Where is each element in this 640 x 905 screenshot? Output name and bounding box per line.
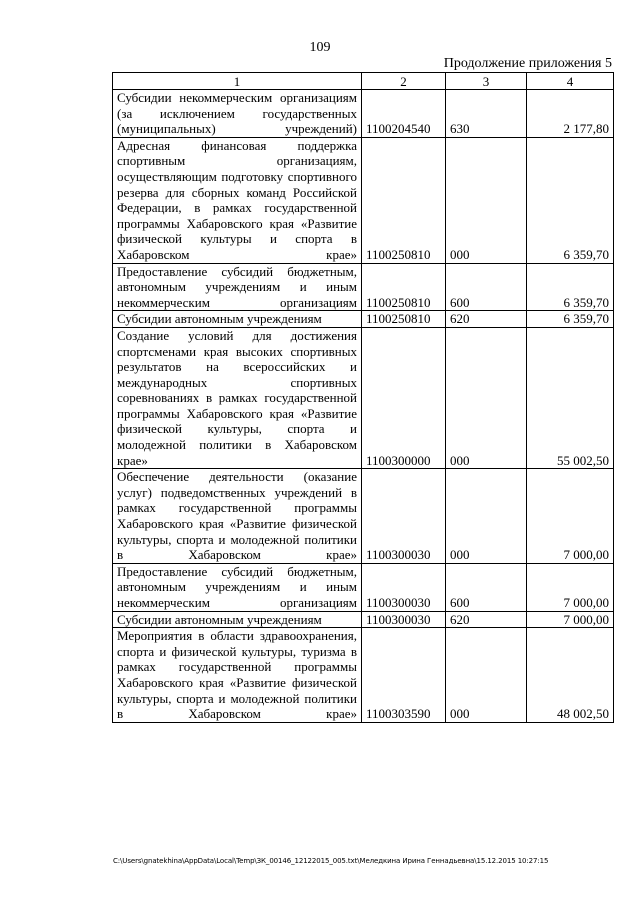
continuation-label: Продолжение приложения 5: [443, 56, 612, 71]
row-code: 1100250810: [362, 311, 446, 328]
row-sum: 6 359,70: [527, 137, 614, 263]
table-row: [113, 469, 614, 564]
table-row: [113, 90, 614, 138]
row-name: Мероприятия в области здравоохранения, спорта и физической культуры, туризма в рамках государственной программы Хабаровского края «Развитие физической культуры, спорта и молодежной политики в Хабаровском крае»: [113, 628, 362, 723]
table-row: [113, 137, 614, 263]
row-name: Предоставление субсидий бюджетным, автономным учреждениям и иным некоммерческим организациям: [113, 563, 362, 611]
table-row: [113, 628, 614, 723]
budget-table: [112, 72, 614, 723]
row-type: 000: [446, 628, 527, 723]
row-sum: 7 000,00: [527, 469, 614, 564]
table-row: [113, 611, 614, 628]
row-type: 000: [446, 469, 527, 564]
row-name: Адресная финансовая поддержка спортивным организациям, осуществляющим подготовку спортивного резерва для сборных команд Российской Федерации, в рамках государственной программы Хабаровского края «Развитие физической культуры и спорта в Хабаровском крае»: [113, 137, 362, 263]
header-col-3: 3: [446, 73, 527, 90]
row-type: 620: [446, 611, 527, 628]
row-code: 1100204540: [362, 90, 446, 138]
row-sum: 7 000,00: [527, 611, 614, 628]
row-sum: 6 359,70: [527, 311, 614, 328]
row-name: Субсидии автономным учреждениям: [113, 311, 362, 328]
row-sum: 6 359,70: [527, 263, 614, 311]
page-number: 109: [309, 40, 331, 55]
row-code: 1100300000: [362, 327, 446, 468]
footer-file-path: C:\Users\gnatekhina\AppData\Local\Temp\ЗК_00146_12122015_005.txt\Меледкина Ирина Геннадьевна\15.12.2015 10:27:15: [113, 857, 549, 865]
row-sum: 2 177,80: [527, 90, 614, 138]
row-sum: 55 002,50: [527, 327, 614, 468]
row-type: 600: [446, 263, 527, 311]
header-col-1: 1: [113, 73, 362, 90]
row-name: Субсидии автономным учреждениям: [113, 611, 362, 628]
row-type: 630: [446, 90, 527, 138]
row-code: 1100303590: [362, 628, 446, 723]
row-sum: 48 002,50: [527, 628, 614, 723]
row-type: 000: [446, 327, 527, 468]
row-name: Обеспечение деятельности (оказание услуг) подведомственных учреждений в рамках государственной программы Хабаровского края «Развитие физической культуры, спорта и молодежной политики в Хабаровском крае»: [113, 469, 362, 564]
row-code: 1100250810: [362, 263, 446, 311]
header-row: [113, 73, 614, 90]
row-code: 1100300030: [362, 469, 446, 564]
table-row: [113, 327, 614, 468]
table-row: [113, 263, 614, 311]
row-name: Субсидии некоммерческим организациям (за исключением государственных (муниципальных) учреждений): [113, 90, 362, 138]
row-sum: 7 000,00: [527, 563, 614, 611]
row-name: Предоставление субсидий бюджетным, автономным учреждениям и иным некоммерческим организациям: [113, 263, 362, 311]
table-row: [113, 311, 614, 328]
row-type: 620: [446, 311, 527, 328]
header-col-2: 2: [362, 73, 446, 90]
row-code: 1100300030: [362, 611, 446, 628]
header-col-4: 4: [527, 73, 614, 90]
row-name: Создание условий для достижения спортсменами края высоких спортивных результатов на всероссийских и международных спортивных соревнованиях в рамках государственной программы Хабаровского края «Развитие физической культуры, спорта и молодежной политики в Хабаровском крае»: [113, 327, 362, 468]
row-code: 1100300030: [362, 563, 446, 611]
row-code: 1100250810: [362, 137, 446, 263]
row-type: 600: [446, 563, 527, 611]
table-row: [113, 563, 614, 611]
row-type: 000: [446, 137, 527, 263]
